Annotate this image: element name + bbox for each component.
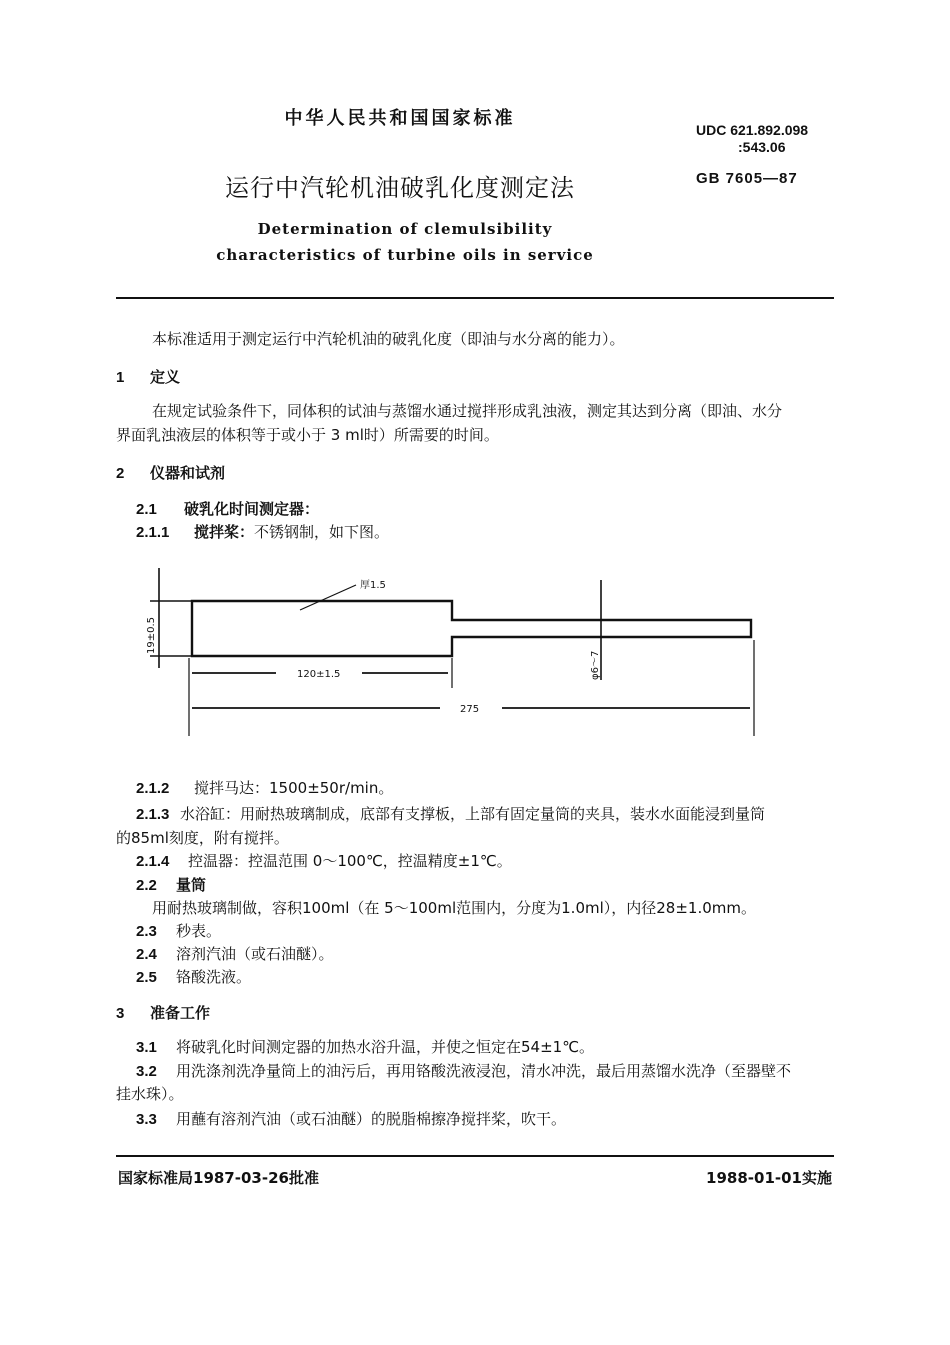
- item-text: 将破乳化时间测定器的加热水浴升温，并使之恒定在54±1℃。: [176, 1038, 595, 1056]
- item-3-3: [136, 1107, 856, 1132]
- item-2-4: [136, 942, 856, 967]
- item-text: 秒表。: [176, 922, 222, 940]
- text-line: 在规定试验条件下，同体积的试油与蒸馏水通过搅拌形成乳浊液，测定其达到分离（即油、水分: [152, 402, 783, 420]
- item-label: 控温器：: [188, 852, 249, 870]
- document-title-cn: 运行中汽轮机油破乳化度测定法: [225, 174, 575, 202]
- item-text: 溶剂汽油（或石油醚）。: [176, 945, 334, 963]
- udc-line-2: :543.06: [738, 139, 786, 155]
- item-number: 2.1.4: [136, 853, 170, 870]
- text-line: 界面乳浊液层的体积等于或小于 3 ml时）所需要的时间。: [116, 426, 499, 444]
- shaft-diameter-label: φ6～7: [590, 650, 601, 680]
- item-2-5: [136, 965, 856, 990]
- item-label: 水浴缸：: [180, 805, 241, 823]
- item-3-2: [136, 1059, 836, 1084]
- item-label: 搅拌桨：: [194, 523, 255, 541]
- section-3-heading: [116, 1001, 836, 1026]
- intro-paragraph: 本标准适用于测定运行中汽轮机油的破乳化度（即油与水分离的能力）。: [152, 330, 625, 348]
- item-number: 2.1.2: [136, 780, 170, 797]
- item-number: 3.2: [136, 1063, 157, 1080]
- item-text: 1500±50r/min。: [269, 779, 394, 797]
- item-2-1-3-cont: [116, 826, 836, 850]
- item-number: 2.5: [136, 969, 157, 986]
- item-number: 2.1: [136, 501, 157, 518]
- blade-length-label: 120±1.5: [297, 669, 341, 680]
- item-2-2-text: [152, 896, 842, 920]
- section-number: 1: [116, 369, 125, 386]
- thickness-label: 厚1.5: [360, 580, 386, 591]
- item-number: 2.1.3: [136, 806, 170, 823]
- title-en-line-1: Determination of clemulsibility: [257, 220, 553, 238]
- item-3-2-cont: [116, 1082, 836, 1106]
- total-length-label: 275: [460, 704, 480, 715]
- item-text: 铬酸洗液。: [176, 968, 252, 986]
- title-en-line-2: characteristics of turbine oils in service: [216, 246, 594, 264]
- section-title: 定义: [150, 368, 181, 386]
- item-number: 2.3: [136, 923, 157, 940]
- gb-number: GB 7605—87: [696, 170, 798, 187]
- item-text: 控温范围 0～100℃，控温精度±1℃。: [248, 852, 512, 870]
- item-number: 2.4: [136, 946, 157, 963]
- height-label: 19±0.5: [146, 616, 157, 654]
- item-2-1-3: [136, 802, 836, 827]
- item-2-1-4: [136, 849, 856, 874]
- section-number: 3: [116, 1005, 125, 1022]
- approval-date: 国家标准局1987-03-26批准: [118, 1169, 319, 1187]
- item-number: 2.1.1: [136, 524, 170, 541]
- item-2-3: [136, 919, 856, 944]
- item-text: 不锈钢制，如下图。: [254, 523, 390, 541]
- item-label: 破乳化时间测定器：: [184, 500, 320, 518]
- item-text: 挂水珠）。: [116, 1085, 184, 1103]
- paddle-outline: [192, 601, 751, 656]
- item-text: 用耐热玻璃制成，底部有支撑板，上部有固定量筒的夹具，装水水面能浸到量筒: [240, 805, 766, 823]
- item-3-1: [136, 1035, 856, 1060]
- item-text: 用耐热玻璃制做，容积100ml（在 5～100ml范围内，分度为1.0ml），内径28±1.0mm。: [152, 899, 757, 917]
- item-number: 2.2: [136, 877, 157, 894]
- thickness-leader: [300, 585, 356, 610]
- effective-date: 1988-01-01实施: [706, 1169, 832, 1187]
- item-text: 用洗涤剂洗净量筒上的油污后，再用铬酸洗液浸泡，清水冲洗，最后用蒸馏水洗净（至器壁不: [176, 1062, 792, 1080]
- item-text: 的85ml刻度，附有搅拌。: [116, 829, 289, 847]
- udc-line-1: UDC 621.892.098: [696, 122, 809, 138]
- country-standard-heading: 中华人民共和国国家标准: [284, 108, 516, 129]
- item-number: 3.1: [136, 1039, 157, 1056]
- item-title: 量筒: [176, 876, 207, 894]
- item-2-1-2: [136, 776, 856, 801]
- section-title: 仪器和试剂: [150, 464, 226, 482]
- section-number: 2: [116, 465, 125, 482]
- section-title: 准备工作: [150, 1004, 211, 1022]
- item-label: 搅拌马达：: [194, 779, 270, 797]
- footer-divider: [116, 1155, 834, 1157]
- item-2-2: [136, 873, 856, 898]
- item-text: 用蘸有溶剂汽油（或石油醚）的脱脂棉擦净搅拌桨，吹干。: [176, 1110, 567, 1128]
- item-number: 3.3: [136, 1111, 157, 1128]
